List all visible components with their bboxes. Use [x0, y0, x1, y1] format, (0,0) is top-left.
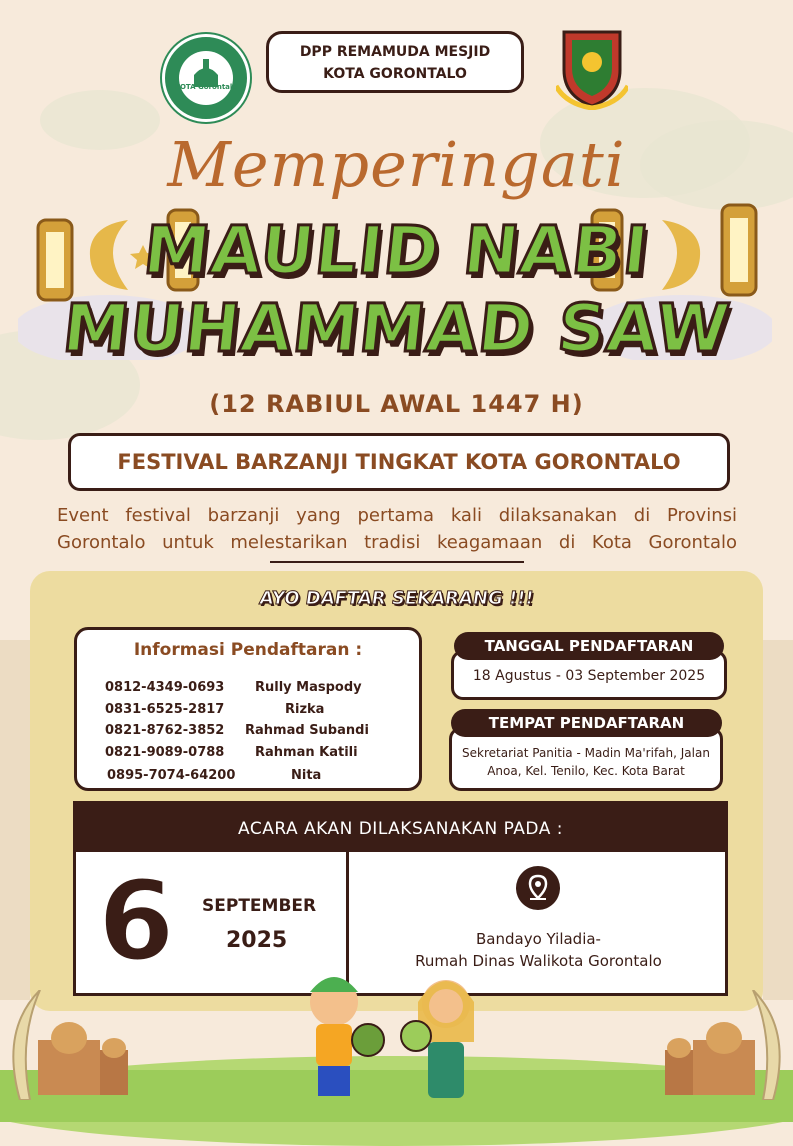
contact-name: Rahman Katili	[255, 745, 358, 760]
children-illustration	[296, 962, 486, 1102]
logo-inner	[179, 51, 233, 105]
registration-info-box	[74, 627, 422, 791]
festival-title: FESTIVAL BARZANJI TINGKAT KOTA GORONTALO	[117, 450, 681, 474]
venue-line-2: Rumah Dinas Walikota Gorontalo	[415, 952, 662, 970]
contact-row	[77, 768, 419, 790]
org-line-2: KOTA GORONTALO	[323, 66, 467, 82]
description-line-1: Event festival barzanji yang pertama kali dilaksanakan di Provinsi	[57, 505, 737, 526]
venue-line-1: Bandayo Yiladia-	[476, 930, 601, 948]
contact-name: Rahmad Subandi	[245, 723, 369, 738]
cta-heading: AYO DAFTAR SEKARANG !!!	[258, 588, 535, 609]
background-mosque-silhouette	[0, 640, 30, 1000]
remamuda-logo	[162, 34, 250, 122]
contact-name: Rully Maspody	[255, 680, 362, 695]
contact-row	[77, 702, 419, 724]
festival-title-box	[68, 433, 730, 491]
registration-place-line-1: Sekretariat Panitia - Madin Ma'rifah, Jalan	[462, 746, 710, 760]
mosque-left-decoration	[0, 990, 140, 1100]
script-heading: Memperingati	[167, 128, 626, 201]
contact-row	[77, 745, 419, 767]
event-year: 2025	[226, 928, 288, 953]
registration-info-title: Informasi Pendaftaran :	[133, 640, 363, 660]
event-header: ACARA AKAN DILAKSANAKAN PADA :	[76, 804, 725, 852]
mosque-right-decoration	[653, 990, 793, 1100]
contact-phone[interactable]: 0821-9089-0788	[105, 745, 225, 760]
contact-row	[77, 723, 419, 745]
event-day: 6	[98, 857, 175, 985]
mosque-icon	[179, 51, 233, 105]
emblem-icon	[556, 26, 628, 110]
contact-phone[interactable]: 0895-7074-64200	[107, 768, 236, 783]
contact-phone[interactable]: 0831-6525-2817	[105, 702, 225, 717]
organization-box	[266, 31, 524, 93]
contact-name: Rizka	[285, 702, 325, 717]
kota-gorontalo-emblem	[556, 26, 628, 110]
main-title-line-2: MUHAMMAD SAW	[59, 290, 734, 367]
contact-name: Nita	[291, 768, 322, 783]
contact-phone[interactable]: 0812-4349-0693	[105, 680, 225, 695]
description-line-2: Gorontalo untuk melestarikan tradisi keagamaan di Kota Gorontalo	[57, 532, 737, 553]
background-mosque-silhouette	[763, 640, 793, 1000]
registration-date-value: 18 Agustus - 03 September 2025	[472, 668, 706, 684]
description-underline	[270, 561, 524, 563]
map-pin-icon	[516, 866, 560, 910]
location-pin-icon	[516, 866, 560, 910]
org-line-1: DPP REMAMUDA MESJID	[299, 44, 491, 60]
main-title-line-1: MAULID NABI	[140, 212, 653, 289]
contact-row	[77, 680, 419, 702]
festival-description	[57, 502, 737, 556]
logo-left-text: KOTA Gorontalo	[174, 83, 238, 91]
registration-place-label: TEMPAT PENDAFTARAN	[451, 709, 722, 737]
contact-phone[interactable]: 0821-8762-3852	[105, 723, 225, 738]
event-month: SEPTEMBER	[202, 896, 317, 916]
hijri-date: (12 RABIUL AWAL 1447 H)	[209, 390, 584, 418]
registration-date-label: TANGGAL PENDAFTARAN	[454, 632, 724, 660]
registration-place-line-2: Anoa, Kel. Tenilo, Kec. Kota Barat	[487, 764, 685, 778]
